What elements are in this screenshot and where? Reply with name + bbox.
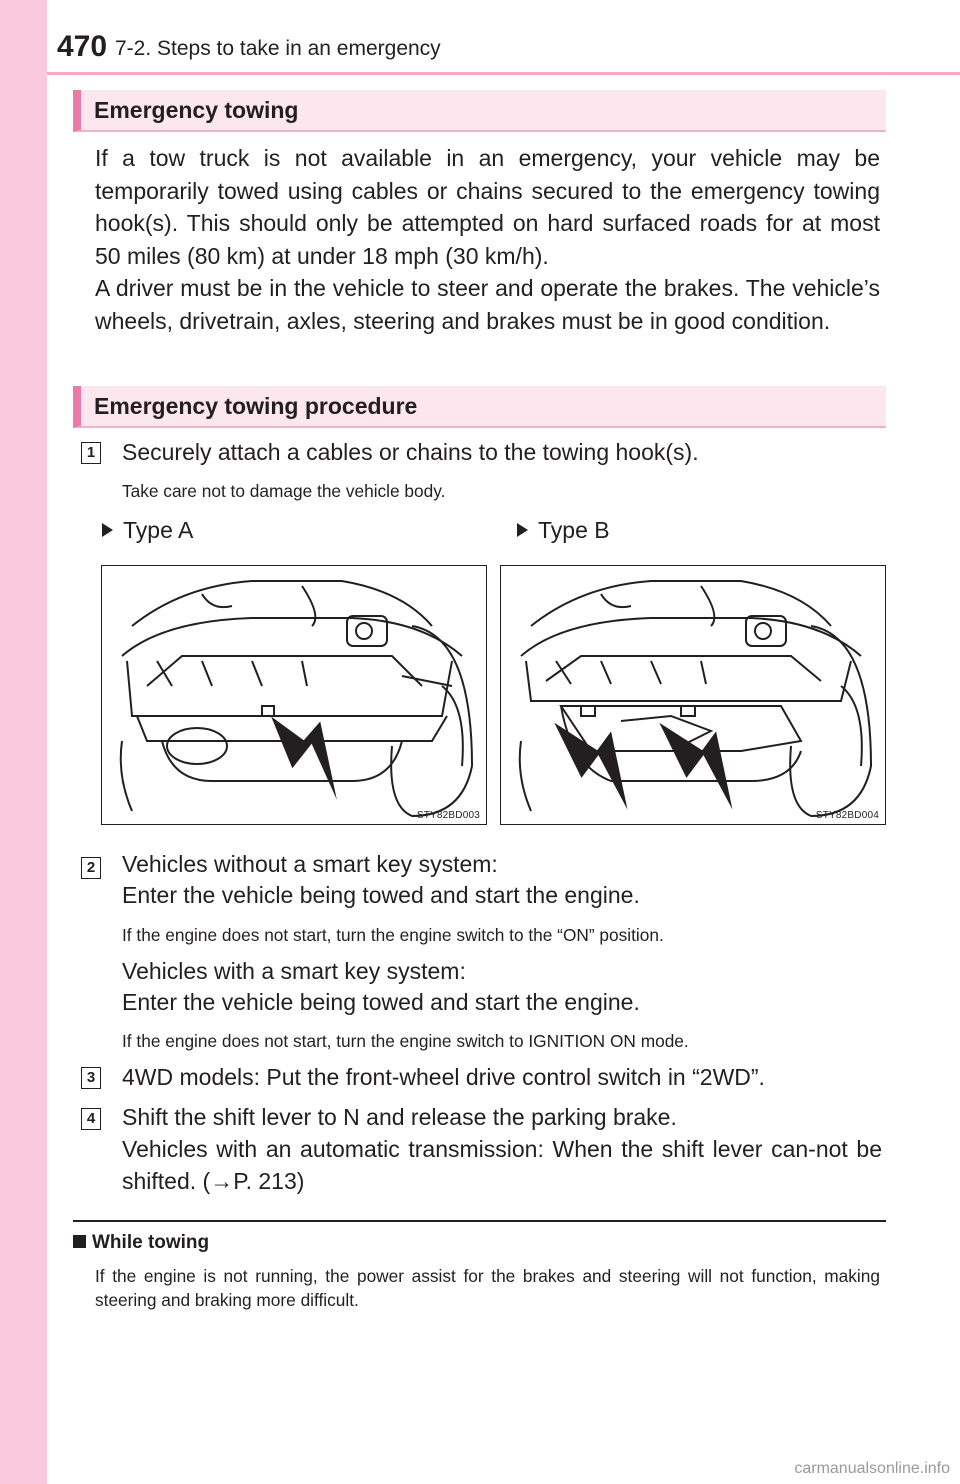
figure-type-a [101, 565, 487, 825]
square-bullet-icon [73, 1235, 86, 1248]
while-towing-heading: While towing [73, 1232, 209, 1254]
step-1-text: Securely attach a cables or chains to the towing hook(s). [122, 439, 699, 465]
type-a-label: Type A [102, 517, 193, 544]
emergency-towing-heading-text: Emergency towing [94, 97, 299, 123]
step-2-text-a1: Vehicles without a smart key system: [122, 851, 498, 877]
step-2-text-b1: Vehicles with a smart key system: [122, 958, 466, 984]
step-4-text-1: Shift the shift lever to N and release the parking brake. [122, 1104, 677, 1130]
type-b-label: Type B [517, 517, 610, 544]
step-number-4: 4 [81, 1108, 101, 1130]
triangle-bullet-icon [517, 523, 528, 537]
step-2-text-a2: Enter the vehicle being towed and start the engine. [122, 882, 640, 908]
step-3-text: 4WD models: Put the front-wheel drive control switch in “2WD”. [122, 1064, 765, 1090]
towing-paragraph-2: A driver must be in the vehicle to steer and operate the brakes. The vehicle’s wheels, drivetrain, axles, steering and brakes must be in good condition. [95, 275, 880, 334]
step-2-note-b: If the engine does not start, turn the engine switch to IGNITION ON mode. [122, 1031, 689, 1051]
step-number-1: 1 [81, 442, 101, 464]
towing-paragraph-1: If a tow truck is not available in an emergency, your vehicle may be temporarily towed using cables or chains secured to the emergency towing hook(s). This should only be attempted on hard surfaced roads for at most 50 miles (80 km) at under 18 mph (30 km/h). [95, 145, 880, 269]
emergency-towing-heading [73, 90, 886, 132]
figure-type-b [500, 565, 886, 825]
section-rule [73, 1220, 886, 1222]
section-header: 7-2. Steps to take in an emergency [115, 37, 441, 60]
figure-code-b: STY82BD004 [815, 810, 879, 821]
figure-code-a: STY82BD003 [416, 810, 480, 821]
page-number: 470 [57, 30, 108, 63]
procedure-heading-text: Emergency towing procedure [94, 393, 418, 419]
step-2-text-b2: Enter the vehicle being towed and start the engine. [122, 989, 640, 1015]
step-number-2: 2 [81, 857, 101, 879]
procedure-heading [73, 386, 886, 428]
watermark: carmanualsonline.info [794, 1460, 950, 1477]
step-1-note: Take care not to damage the vehicle body. [122, 481, 446, 501]
step-4-text-2: Vehicles with an automatic transmission: When the shift lever can-not be shifted. (→P. 213) [122, 1136, 882, 1194]
step-2-note-a: If the engine does not start, turn the engine switch to the “ON” position. [122, 925, 664, 945]
header-rule [47, 72, 960, 75]
while-towing-text: If the engine is not running, the power assist for the brakes and steering will not function, making steering and braking more difficult. [95, 1266, 880, 1310]
triangle-bullet-icon [102, 523, 113, 537]
vehicle-front-illustration-b [501, 566, 886, 825]
step-number-3: 3 [81, 1067, 101, 1089]
vehicle-front-illustration-a [102, 566, 487, 825]
side-color-strip [0, 0, 47, 1484]
